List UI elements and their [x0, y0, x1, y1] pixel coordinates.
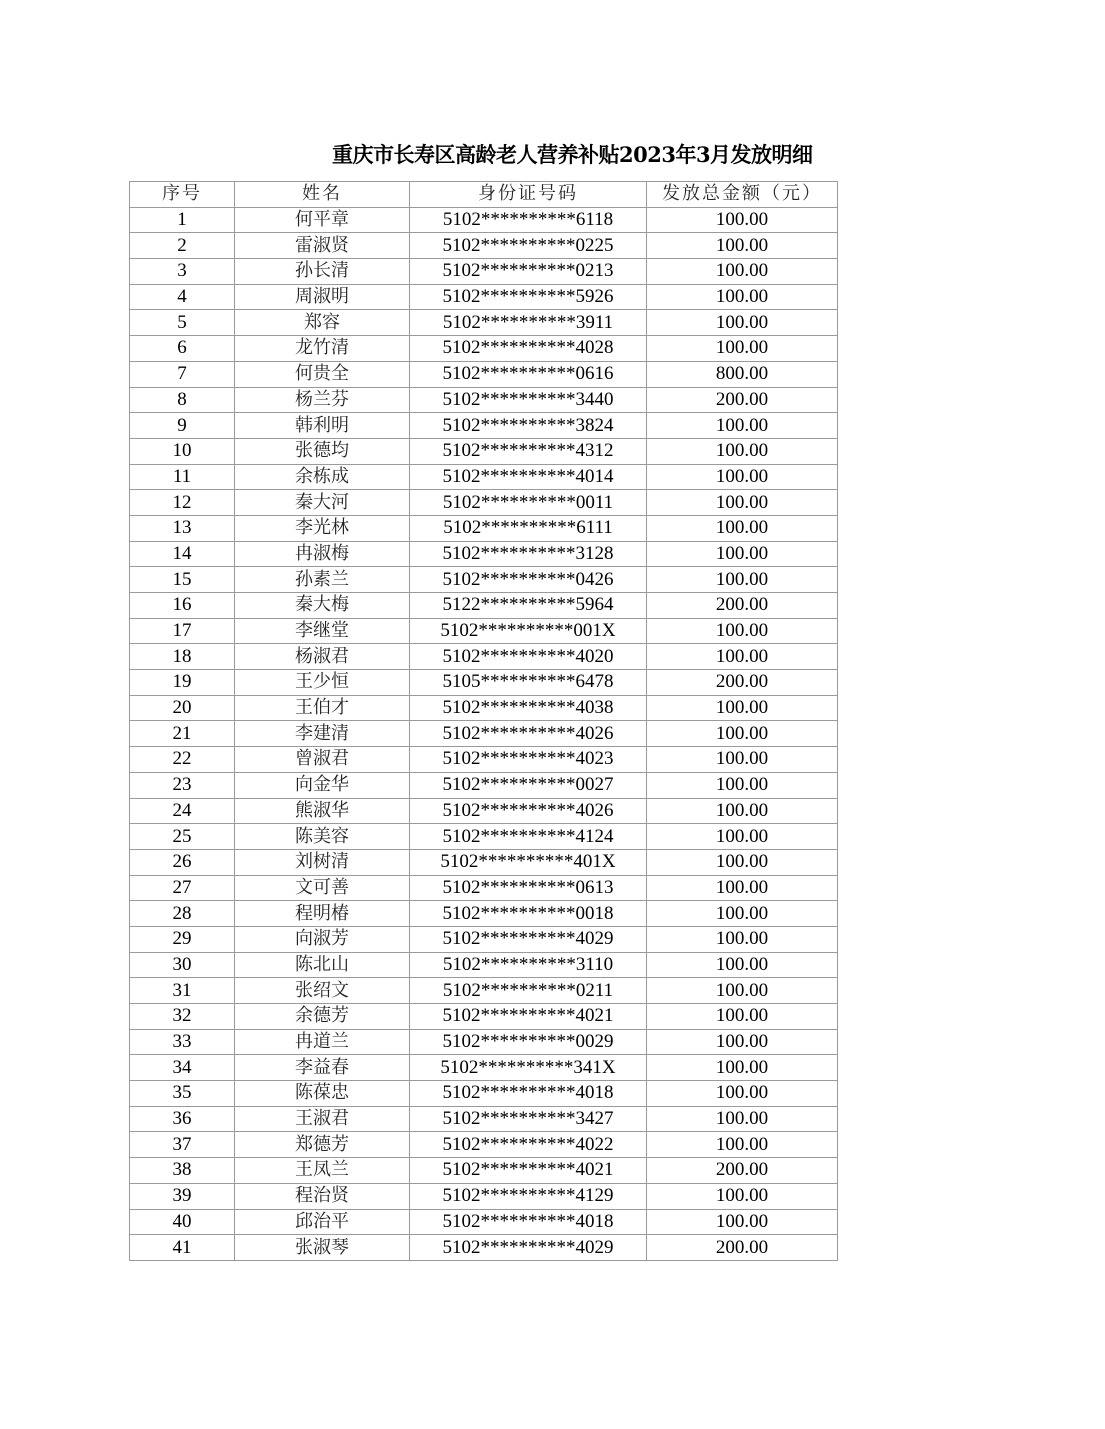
table-row	[130, 490, 838, 516]
cell-name: 向金华	[235, 772, 410, 798]
cell-amount: 100.00	[647, 618, 838, 644]
cell-id-number: 5102**********4020	[410, 644, 647, 670]
subsidy-table-body	[130, 182, 838, 1261]
cell-id-number: 5102**********0011	[410, 490, 647, 516]
cell-seq: 10	[130, 438, 235, 464]
cell-amount: 100.00	[647, 798, 838, 824]
table-row	[130, 541, 838, 567]
cell-id-number: 5102**********4023	[410, 747, 647, 773]
table-row	[130, 284, 838, 310]
cell-seq: 25	[130, 824, 235, 850]
cell-name: 张德均	[235, 438, 410, 464]
cell-amount: 100.00	[647, 207, 838, 233]
table-row	[130, 361, 838, 387]
cell-id-number: 5102**********0018	[410, 901, 647, 927]
cell-id-number: 5102**********4124	[410, 824, 647, 850]
cell-id-number: 5102**********341X	[410, 1055, 647, 1081]
table-row	[130, 772, 838, 798]
cell-seq: 20	[130, 695, 235, 721]
cell-amount: 200.00	[647, 593, 838, 619]
cell-id-number: 5122**********5964	[410, 593, 647, 619]
cell-seq: 11	[130, 464, 235, 490]
cell-amount: 100.00	[647, 1183, 838, 1209]
table-row	[130, 644, 838, 670]
cell-name: 冉道兰	[235, 1029, 410, 1055]
cell-seq: 24	[130, 798, 235, 824]
cell-amount: 100.00	[647, 926, 838, 952]
cell-seq: 23	[130, 772, 235, 798]
table-row	[130, 413, 838, 439]
cell-name: 熊淑华	[235, 798, 410, 824]
cell-id-number: 5102**********4026	[410, 721, 647, 747]
cell-amount: 100.00	[647, 413, 838, 439]
cell-amount: 100.00	[647, 747, 838, 773]
cell-id-number: 5102**********4026	[410, 798, 647, 824]
table-row	[130, 1004, 838, 1030]
cell-name: 孙素兰	[235, 567, 410, 593]
cell-id-number: 5102**********4021	[410, 1004, 647, 1030]
table-row	[130, 1183, 838, 1209]
table-row	[130, 695, 838, 721]
table-row	[130, 310, 838, 336]
cell-seq: 34	[130, 1055, 235, 1081]
table-row	[130, 233, 838, 259]
table-row	[130, 336, 838, 362]
header-name: 姓名	[235, 182, 410, 208]
cell-amount: 200.00	[647, 670, 838, 696]
cell-seq: 32	[130, 1004, 235, 1030]
cell-seq: 8	[130, 387, 235, 413]
cell-name: 秦大河	[235, 490, 410, 516]
cell-id-number: 5102**********6111	[410, 515, 647, 541]
cell-amount: 100.00	[647, 721, 838, 747]
cell-amount: 100.00	[647, 772, 838, 798]
cell-amount: 100.00	[647, 901, 838, 927]
cell-name: 秦大梅	[235, 593, 410, 619]
cell-name: 程明椿	[235, 901, 410, 927]
cell-seq: 12	[130, 490, 235, 516]
cell-seq: 35	[130, 1081, 235, 1107]
table-row	[130, 875, 838, 901]
cell-amount: 100.00	[647, 849, 838, 875]
table-header-row	[130, 182, 838, 208]
cell-name: 余德芳	[235, 1004, 410, 1030]
cell-name: 王凤兰	[235, 1158, 410, 1184]
cell-id-number: 5102**********001X	[410, 618, 647, 644]
table-row	[130, 670, 838, 696]
cell-amount: 100.00	[647, 567, 838, 593]
table-row	[130, 618, 838, 644]
cell-id-number: 5102**********4014	[410, 464, 647, 490]
cell-seq: 31	[130, 978, 235, 1004]
cell-id-number: 5102**********0029	[410, 1029, 647, 1055]
cell-seq: 14	[130, 541, 235, 567]
cell-name: 余栋成	[235, 464, 410, 490]
cell-seq: 36	[130, 1106, 235, 1132]
cell-id-number: 5102**********0211	[410, 978, 647, 1004]
cell-id-number: 5102**********4312	[410, 438, 647, 464]
cell-amount: 100.00	[647, 233, 838, 259]
cell-id-number: 5102**********4038	[410, 695, 647, 721]
cell-name: 陈北山	[235, 952, 410, 978]
cell-id-number: 5102**********5926	[410, 284, 647, 310]
cell-id-number: 5102**********0225	[410, 233, 647, 259]
cell-id-number: 5102**********6118	[410, 207, 647, 233]
page-title: 重庆市长寿区高龄老人营养补贴2023年3月发放明细	[332, 142, 813, 167]
cell-name: 李继堂	[235, 618, 410, 644]
cell-name: 张淑琴	[235, 1235, 410, 1261]
cell-amount: 200.00	[647, 387, 838, 413]
cell-seq: 40	[130, 1209, 235, 1235]
table-row	[130, 1158, 838, 1184]
cell-amount: 100.00	[647, 284, 838, 310]
table-row	[130, 1209, 838, 1235]
cell-seq: 4	[130, 284, 235, 310]
cell-name: 王伯才	[235, 695, 410, 721]
cell-amount: 100.00	[647, 1081, 838, 1107]
table-row	[130, 747, 838, 773]
cell-id-number: 5102**********0616	[410, 361, 647, 387]
table-row	[130, 1055, 838, 1081]
table-row	[130, 849, 838, 875]
table-row	[130, 1106, 838, 1132]
cell-seq: 26	[130, 849, 235, 875]
cell-name: 冉淑梅	[235, 541, 410, 567]
cell-name: 文可善	[235, 875, 410, 901]
cell-seq: 3	[130, 259, 235, 285]
table-row	[130, 438, 838, 464]
cell-name: 杨兰芬	[235, 387, 410, 413]
cell-id-number: 5102**********3440	[410, 387, 647, 413]
cell-id-number: 5102**********3110	[410, 952, 647, 978]
cell-id-number: 5102**********4018	[410, 1081, 647, 1107]
cell-name: 陈葆忠	[235, 1081, 410, 1107]
cell-amount: 200.00	[647, 1158, 838, 1184]
cell-id-number: 5102**********4021	[410, 1158, 647, 1184]
cell-amount: 100.00	[647, 464, 838, 490]
cell-name: 王少恒	[235, 670, 410, 696]
cell-seq: 39	[130, 1183, 235, 1209]
cell-amount: 100.00	[647, 438, 838, 464]
cell-amount: 100.00	[647, 695, 838, 721]
cell-seq: 38	[130, 1158, 235, 1184]
table-row	[130, 259, 838, 285]
cell-seq: 30	[130, 952, 235, 978]
cell-amount: 100.00	[647, 1132, 838, 1158]
cell-amount: 100.00	[647, 515, 838, 541]
table-row	[130, 721, 838, 747]
table-row	[130, 824, 838, 850]
cell-amount: 200.00	[647, 1235, 838, 1261]
cell-amount: 100.00	[647, 310, 838, 336]
cell-seq: 21	[130, 721, 235, 747]
cell-name: 周淑明	[235, 284, 410, 310]
table-row	[130, 1081, 838, 1107]
cell-seq: 9	[130, 413, 235, 439]
table-row	[130, 926, 838, 952]
cell-id-number: 5102**********4028	[410, 336, 647, 362]
cell-name: 李光林	[235, 515, 410, 541]
cell-id-number: 5102**********0613	[410, 875, 647, 901]
cell-name: 王淑君	[235, 1106, 410, 1132]
cell-id-number: 5102**********3427	[410, 1106, 647, 1132]
cell-amount: 100.00	[647, 875, 838, 901]
table-row	[130, 1132, 838, 1158]
cell-amount: 100.00	[647, 541, 838, 567]
cell-seq: 2	[130, 233, 235, 259]
cell-seq: 41	[130, 1235, 235, 1261]
table-row	[130, 207, 838, 233]
table-row	[130, 464, 838, 490]
cell-amount: 100.00	[647, 824, 838, 850]
cell-id-number: 5102**********3824	[410, 413, 647, 439]
cell-id-number: 5102**********4018	[410, 1209, 647, 1235]
table-row	[130, 952, 838, 978]
cell-seq: 17	[130, 618, 235, 644]
cell-amount: 100.00	[647, 952, 838, 978]
cell-seq: 28	[130, 901, 235, 927]
cell-seq: 5	[130, 310, 235, 336]
cell-id-number: 5102**********0027	[410, 772, 647, 798]
header-seq: 序号	[130, 182, 235, 208]
cell-seq: 33	[130, 1029, 235, 1055]
cell-seq: 22	[130, 747, 235, 773]
cell-id-number: 5102**********401X	[410, 849, 647, 875]
cell-seq: 29	[130, 926, 235, 952]
table-row	[130, 593, 838, 619]
cell-name: 郑德芳	[235, 1132, 410, 1158]
cell-name: 韩利明	[235, 413, 410, 439]
cell-seq: 19	[130, 670, 235, 696]
cell-id-number: 5102**********4029	[410, 926, 647, 952]
cell-id-number: 5102**********4129	[410, 1183, 647, 1209]
cell-seq: 15	[130, 567, 235, 593]
cell-name: 李建清	[235, 721, 410, 747]
cell-seq: 7	[130, 361, 235, 387]
cell-id-number: 5102**********3911	[410, 310, 647, 336]
cell-amount: 800.00	[647, 361, 838, 387]
table-row	[130, 1029, 838, 1055]
cell-name: 何平章	[235, 207, 410, 233]
table-row	[130, 901, 838, 927]
cell-name: 程治贤	[235, 1183, 410, 1209]
cell-name: 李益春	[235, 1055, 410, 1081]
cell-name: 龙竹清	[235, 336, 410, 362]
table-row	[130, 798, 838, 824]
cell-seq: 16	[130, 593, 235, 619]
cell-id-number: 5102**********0213	[410, 259, 647, 285]
cell-amount: 100.00	[647, 1209, 838, 1235]
cell-amount: 100.00	[647, 1055, 838, 1081]
cell-name: 杨淑君	[235, 644, 410, 670]
cell-seq: 6	[130, 336, 235, 362]
cell-name: 郑容	[235, 310, 410, 336]
cell-name: 邱治平	[235, 1209, 410, 1235]
cell-seq: 27	[130, 875, 235, 901]
cell-name: 曾淑君	[235, 747, 410, 773]
cell-seq: 18	[130, 644, 235, 670]
cell-seq: 37	[130, 1132, 235, 1158]
cell-name: 陈美容	[235, 824, 410, 850]
cell-name: 孙长清	[235, 259, 410, 285]
cell-amount: 100.00	[647, 1029, 838, 1055]
cell-amount: 100.00	[647, 978, 838, 1004]
table-row	[130, 567, 838, 593]
cell-id-number: 5102**********3128	[410, 541, 647, 567]
subsidy-table	[129, 181, 838, 1261]
cell-id-number: 5102**********4022	[410, 1132, 647, 1158]
cell-seq: 13	[130, 515, 235, 541]
header-amount: 发放总金额（元）	[647, 182, 838, 208]
cell-amount: 100.00	[647, 644, 838, 670]
cell-name: 刘树清	[235, 849, 410, 875]
cell-name: 雷淑贤	[235, 233, 410, 259]
cell-name: 张绍文	[235, 978, 410, 1004]
table-row	[130, 1235, 838, 1261]
cell-name: 向淑芳	[235, 926, 410, 952]
table-row	[130, 515, 838, 541]
cell-seq: 1	[130, 207, 235, 233]
cell-id-number: 5102**********4029	[410, 1235, 647, 1261]
cell-id-number: 5105**********6478	[410, 670, 647, 696]
header-id-number: 身份证号码	[410, 182, 647, 208]
cell-name: 何贵全	[235, 361, 410, 387]
cell-amount: 100.00	[647, 1106, 838, 1132]
cell-amount: 100.00	[647, 336, 838, 362]
table-row	[130, 978, 838, 1004]
cell-id-number: 5102**********0426	[410, 567, 647, 593]
cell-amount: 100.00	[647, 259, 838, 285]
table-row	[130, 387, 838, 413]
cell-amount: 100.00	[647, 490, 838, 516]
cell-amount: 100.00	[647, 1004, 838, 1030]
